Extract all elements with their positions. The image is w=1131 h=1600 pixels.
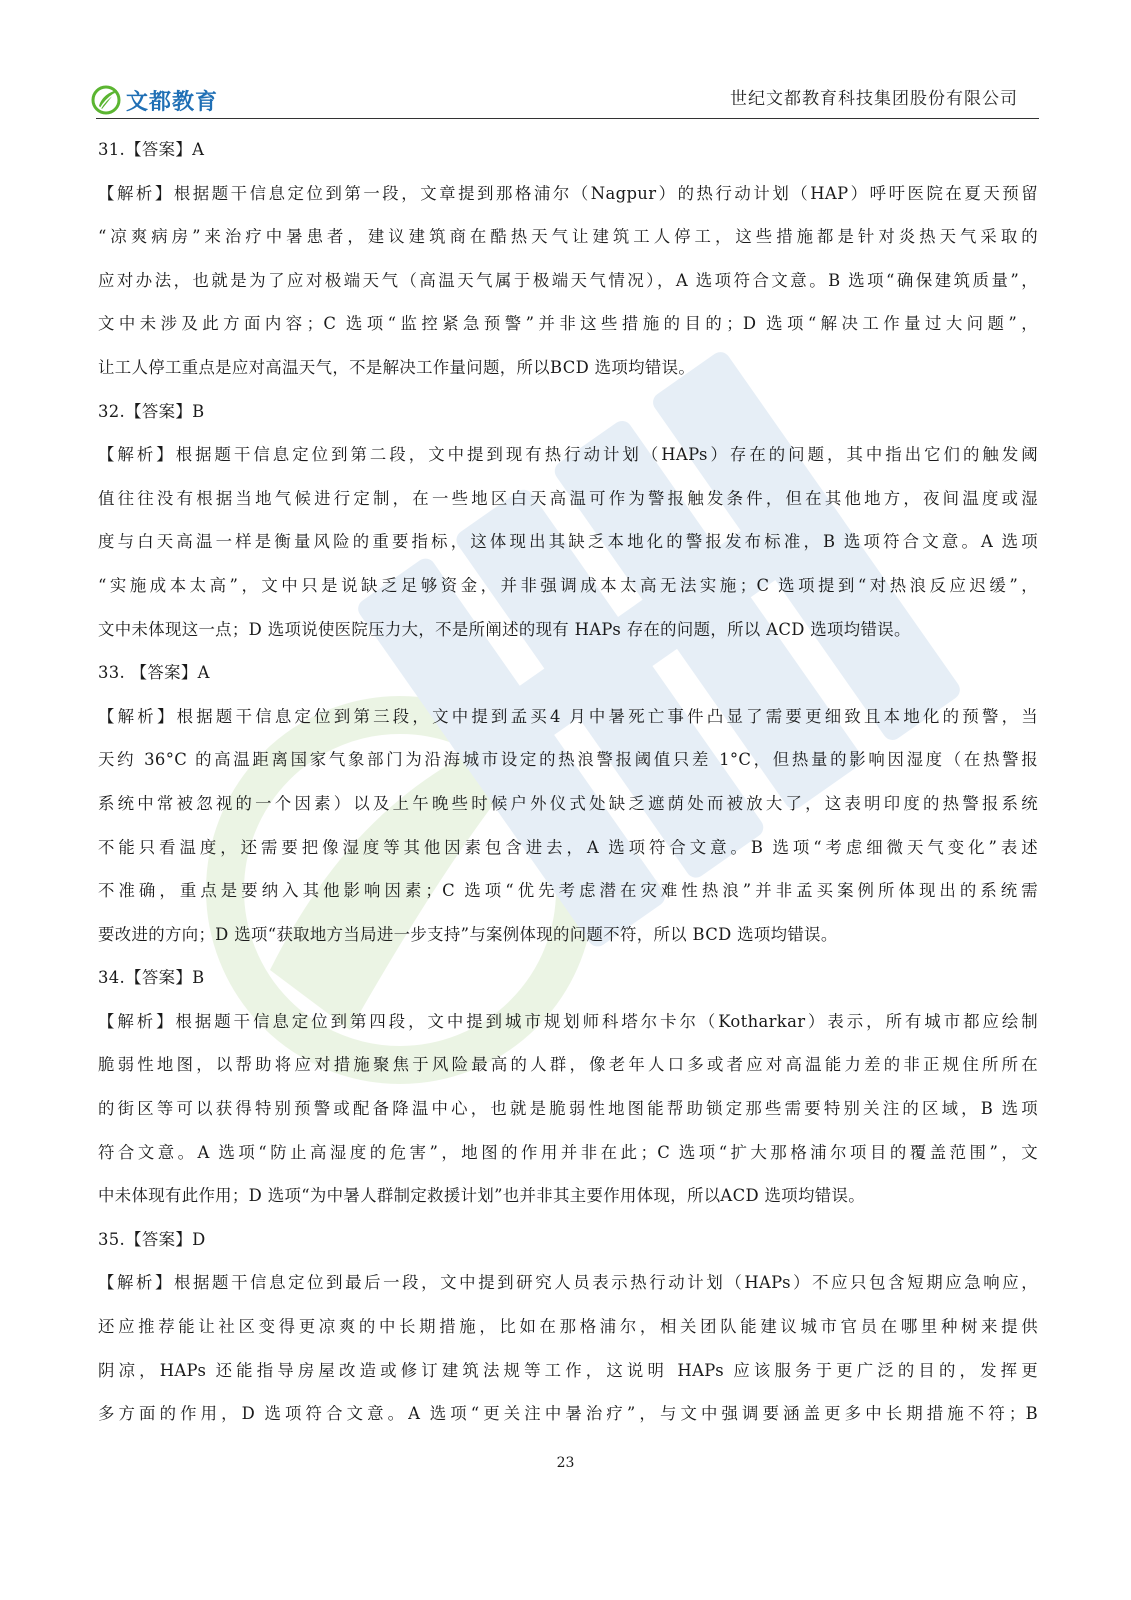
text-line: 还应推荐能让社区变得更凉爽的中长期措施，比如在那格浦尔，相关团队能建议城市官员在哪里种树来提供 [98,1317,1038,1337]
company-name: 世纪文都教育科技集团股份有限公司 [730,89,1018,109]
text-line: 阴凉，HAPs 还能指导房屋改造或修订建筑法规等工作，这说明 HAPs 应该服务于更广泛的目的，发挥更 [98,1360,1038,1380]
text-line: 【解析】根据题干信息定位到第一段，文章提到那格浦尔（Nagpur）的热行动计划（HAP）呼吁医院在夏天预留 [98,183,1038,203]
text-line: 【解析】根据题干信息定位到第四段，文中提到城市规划师科塔尔卡尔（Kotharkar）表示，所有城市都应绘制 [98,1011,1038,1031]
text-line: 【解析】根据题干信息定位到第二段，文中提到现有热行动计划（HAPs）存在的问题，其中指出它们的触发阈 [98,445,1038,465]
text-line: 脆弱性地图，以帮助将应对措施聚焦于风险最高的人群，像老年人口多或者应对高温能力差的非正规住所所在 [98,1055,1038,1075]
text-line: 系统中常被忽视的一个因素）以及上午晚些时候户外仪式处缺乏遮荫处而被放大了，这表明印度的热警报系统 [98,793,1038,813]
text-line: 应对办法，也就是为了应对极端天气（高温天气属于极端天气情况），A 选项符合文意。B 选项“确保建筑质量”， [98,270,1038,290]
text-line: 文中未体现这一点；D 选项说使医院压力大，不是所阐述的现有 HAPs 存在的问题，所以 ACD 选项均错误。 [98,619,911,639]
text-line: 值往往没有根据当地气候进行定制，在一些地区白天高温可作为警报触发条件，但在其他地方，夜间温度或湿 [98,488,1038,508]
text-line: 34.【答案】B [98,968,205,988]
text-line: 32.【答案】B [98,401,205,421]
leaf-logo-icon [90,84,122,116]
logo-text: 文都教育 [126,89,219,115]
answer-explanations [98,128,1038,1436]
text-line: 多方面的作用，D 选项符合文意。A 选项“更关注中暑治疗”，与文中强调要涵盖更多中长期措施不符；B [98,1404,1038,1424]
text-line: 符合文意。A 选项“防止高湿度的危害”，地图的作用并非在此；C 选项“扩大那格浦尔项目的覆盖范围”，文 [98,1142,1038,1162]
text-line: 不能只看温度，还需要把像湿度等其他因素包含进去，A 选项符合文意。B 选项“考虑细微天气变化”表述 [98,837,1038,857]
page-number: 23 [556,1455,575,1471]
text-line: “凉爽病房”来治疗中暑患者，建议建筑商在酷热天气让建筑工人停工，这些措施都是针对炎热天气采取的 [98,227,1038,247]
text-line: 35.【答案】D [98,1229,206,1249]
text-line: 不准确，重点是要纳入其他影响因素；C 选项“优先考虑潜在灾难性热浪”并非孟买案例所体现出的系统需 [98,881,1038,901]
text-line: “实施成本太高”，文中只是说缺乏足够资金，并非强调成本太高无法实施；C 选项提到“对热浪反应迟缓”， [98,575,1038,595]
text-line: 度与白天高温一样是衡量风险的重要指标，这体现出其缺乏本地化的警报发布标准，B 选项符合文意。A 选项 [98,532,1038,552]
text-line: 的街区等可以获得特别预警或配备降温中心，也就是脆弱性地图能帮助锁定那些需要特别关注的区域，B 选项 [98,1099,1038,1119]
text-line: 要改进的方向；D 选项“获取地方当局进一步支持”与案例体现的问题不符，所以 BCD 选项均错误。 [98,924,838,944]
text-line: 中未体现有此作用；D 选项“为中暑人群制定救援计划”也并非其主要作用体现，所以ACD 选项均错误。 [98,1186,866,1206]
text-line: 天约 36°C 的高温距离国家气象部门为沿海城市设定的热浪警报阈值只差 1°C，但热量的影响因湿度（在热警报 [98,750,1038,770]
text-line: 文中未涉及此方面内容；C 选项“监控紧急预警”并非这些措施的目的；D 选项“解决工作量过大问题”， [98,314,1038,334]
text-line: 【解析】根据题干信息定位到最后一段，文中提到研究人员表示热行动计划（HAPs）不应只包含短期应急响应， [98,1273,1038,1293]
text-line: 31.【答案】A [98,140,205,159]
text-line: 33. 【答案】A [98,663,210,683]
header-divider [96,118,1039,119]
text-line: 【解析】根据题干信息定位到第三段，文中提到孟买4 月中暑死亡事件凸显了需要更细致且本地化的预警，当 [98,706,1038,726]
brand-logo [90,82,218,118]
text-line: 让工人停工重点是应对高温天气，不是解决工作量问题，所以BCD 选项均错误。 [98,357,696,377]
